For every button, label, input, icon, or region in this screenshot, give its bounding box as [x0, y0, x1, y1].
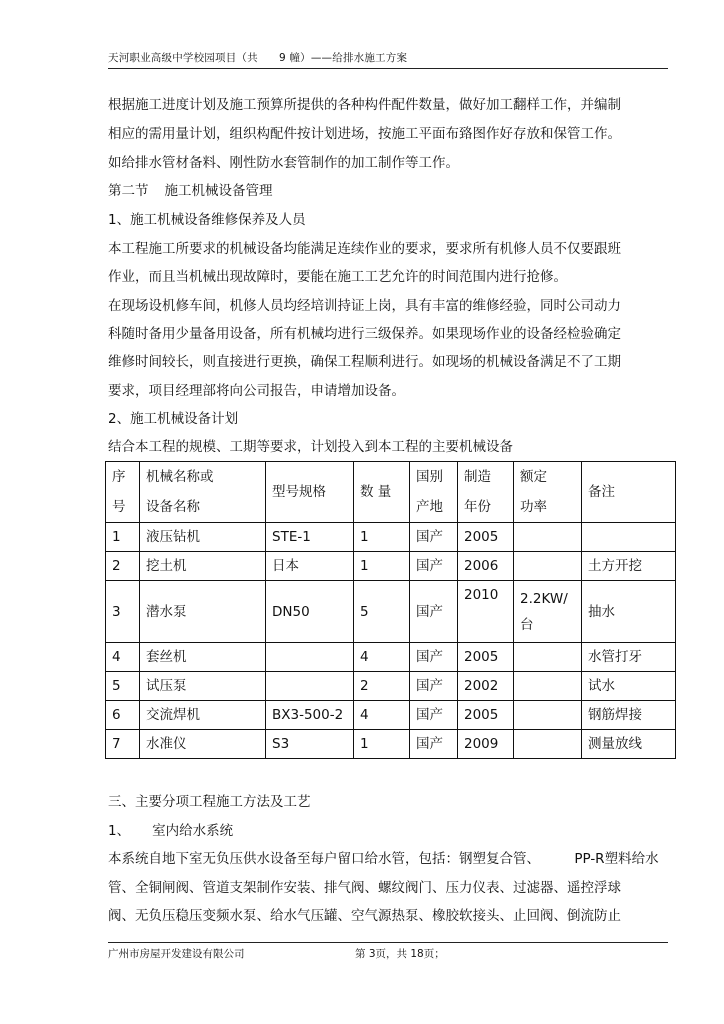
cell-year: 2010 [458, 581, 514, 643]
cell-model: S3 [266, 730, 354, 759]
table-row [106, 730, 676, 759]
header-model: 型号规格 [266, 462, 354, 523]
cell-note: 土方开挖 [582, 552, 676, 581]
cell-note: 试水 [582, 672, 676, 701]
table-row [106, 643, 676, 672]
header-origin: 国别 产地 [410, 462, 458, 523]
paragraph-line: 相应的需用量计划，组织构配件按计划进场，按施工平面布臵图作好存放和保管工作。 [108, 126, 621, 142]
cell-model: STE-1 [266, 523, 354, 552]
cell-note: 水管打牙 [582, 643, 676, 672]
paragraph-line: 如给排水管材备料、刚性防水套管制作的加工制作等工作。 [108, 155, 459, 171]
cell-origin: 国产 [410, 552, 458, 581]
cell-origin: 国产 [410, 643, 458, 672]
table-row [106, 672, 676, 701]
table-header-row [106, 462, 676, 523]
cell-year: 2009 [458, 730, 514, 759]
subsection-heading: 1、施工机械设备维修保养及人员 [108, 212, 306, 228]
paragraph-line: 要求，项目经理部将向公司报告，申请增加设备。 [108, 383, 405, 399]
cell-power [514, 552, 582, 581]
table-row [106, 581, 676, 643]
footer-divider [108, 942, 668, 943]
header-seq: 序 号 [106, 462, 140, 523]
cell-qty: 2 [354, 672, 410, 701]
footer-company: 广州市房屋开发建设有限公司 [108, 948, 245, 960]
cell-year: 2006 [458, 552, 514, 581]
page-number: 第 3页，共 18页； [355, 948, 445, 960]
cell-power [514, 523, 582, 552]
cell-qty: 4 [354, 701, 410, 730]
cell-name: 水准仪 [140, 730, 266, 759]
cell-name: 挖土机 [140, 552, 266, 581]
cell-qty: 4 [354, 643, 410, 672]
cell-seq: 1 [106, 523, 140, 552]
table-row [106, 552, 676, 581]
cell-note: 钢筋焊接 [582, 701, 676, 730]
cell-seq: 2 [106, 552, 140, 581]
cell-model: BX3-500-2 [266, 701, 354, 730]
paragraph-line: 管、全铜闸阀、管道支架制作安装、排气阀、螺纹阀门、压力仪表、过滤器、遥控浮球 [108, 880, 621, 896]
equipment-table [105, 461, 676, 759]
header-power: 额定 功率 [514, 462, 582, 523]
cell-name: 套丝机 [140, 643, 266, 672]
subsection-heading: 2、施工机械设备计划 [108, 411, 239, 427]
cell-model: DN50 [266, 581, 354, 643]
paragraph-line: 本工程施工所要求的机械设备均能满足连续作业的要求，要求所有机修人员不仅要跟班 [108, 241, 621, 257]
cell-year: 2005 [458, 523, 514, 552]
header-year: 制造 年份 [458, 462, 514, 523]
cell-note: 抽水 [582, 581, 676, 643]
subsection-number: 1、 [108, 823, 131, 839]
paragraph-line: 科随时备用少量备用设备，所有机械均进行三级保养。如果现场作业的设备经检验确定 [108, 326, 621, 342]
cell-note [582, 523, 676, 552]
cell-year: 2002 [458, 672, 514, 701]
cell-origin: 国产 [410, 672, 458, 701]
table-row [106, 523, 676, 552]
cell-model [266, 643, 354, 672]
cell-seq: 5 [106, 672, 140, 701]
cell-power [514, 643, 582, 672]
cell-seq: 7 [106, 730, 140, 759]
cell-year: 2005 [458, 643, 514, 672]
section-heading [108, 182, 273, 200]
cell-qty: 1 [354, 730, 410, 759]
cell-note: 测量放线 [582, 730, 676, 759]
cell-power: 2.2KW/ 台 [514, 581, 582, 643]
table-intro: 结合本工程的规模、工期等要求，计划投入到本工程的主要机械设备 [108, 439, 513, 455]
section-number: 第二节 [108, 183, 149, 199]
header-qty: 数 量 [354, 462, 410, 523]
subsection-heading [108, 822, 233, 840]
cell-seq: 3 [106, 581, 140, 643]
cell-origin: 国产 [410, 730, 458, 759]
cell-name: 潜水泵 [140, 581, 266, 643]
cell-year: 2005 [458, 701, 514, 730]
cell-name: 交流焊机 [140, 701, 266, 730]
cell-power [514, 672, 582, 701]
cell-origin: 国产 [410, 581, 458, 643]
cell-model [266, 672, 354, 701]
section-title: 施工机械设备管理 [164, 183, 273, 199]
table-row [106, 701, 676, 730]
cell-seq: 4 [106, 643, 140, 672]
cell-power [514, 730, 582, 759]
cell-qty: 1 [354, 552, 410, 581]
cell-qty: 5 [354, 581, 410, 643]
cell-power [514, 701, 582, 730]
subsection-title: 室内给水系统 [152, 823, 234, 839]
paragraph-line: 维修时间较长，则直接进行更换，确保工程顺利进行。如现场的机械设备满足不了工期 [108, 354, 621, 370]
cell-origin: 国产 [410, 523, 458, 552]
cell-origin: 国产 [410, 701, 458, 730]
paragraph-line: 作业，而且当机械出现故障时，要能在施工工艺允许的时间范围内进行抢修。 [108, 269, 567, 285]
paragraph-line: 阀、无负压稳压变频水泵、给水气压罐、空气源热泵、橡胶软接头、止回阀、倒流防止 [108, 908, 621, 924]
header-name: 机械名称或 设备名称 [140, 462, 266, 523]
cell-name: 试压泵 [140, 672, 266, 701]
paragraph-line: 根据施工进度计划及施工预算所提供的各种构件配件数量，做好加工翻样工作，并编制 [108, 97, 621, 113]
header-divider [108, 68, 668, 69]
cell-qty: 1 [354, 523, 410, 552]
cell-name: 液压钻机 [140, 523, 266, 552]
cell-seq: 6 [106, 701, 140, 730]
cell-model: 日本 [266, 552, 354, 581]
section-heading: 三、主要分项工程施工方法及工艺 [108, 794, 311, 810]
paragraph-line: 本系统自地下室无负压供水设备至每户留口给水管，包括：钢塑复合管、 PP-R塑料给水 [108, 851, 659, 867]
page-header: 天河职业高级中学校园项目（共 9 幢）——给排水施工方案 [108, 52, 408, 64]
paragraph-line: 在现场设机修车间，机修人员均经培训持证上岗，具有丰富的维修经验，同时公司动力 [108, 298, 621, 314]
header-note: 备注 [582, 462, 676, 523]
